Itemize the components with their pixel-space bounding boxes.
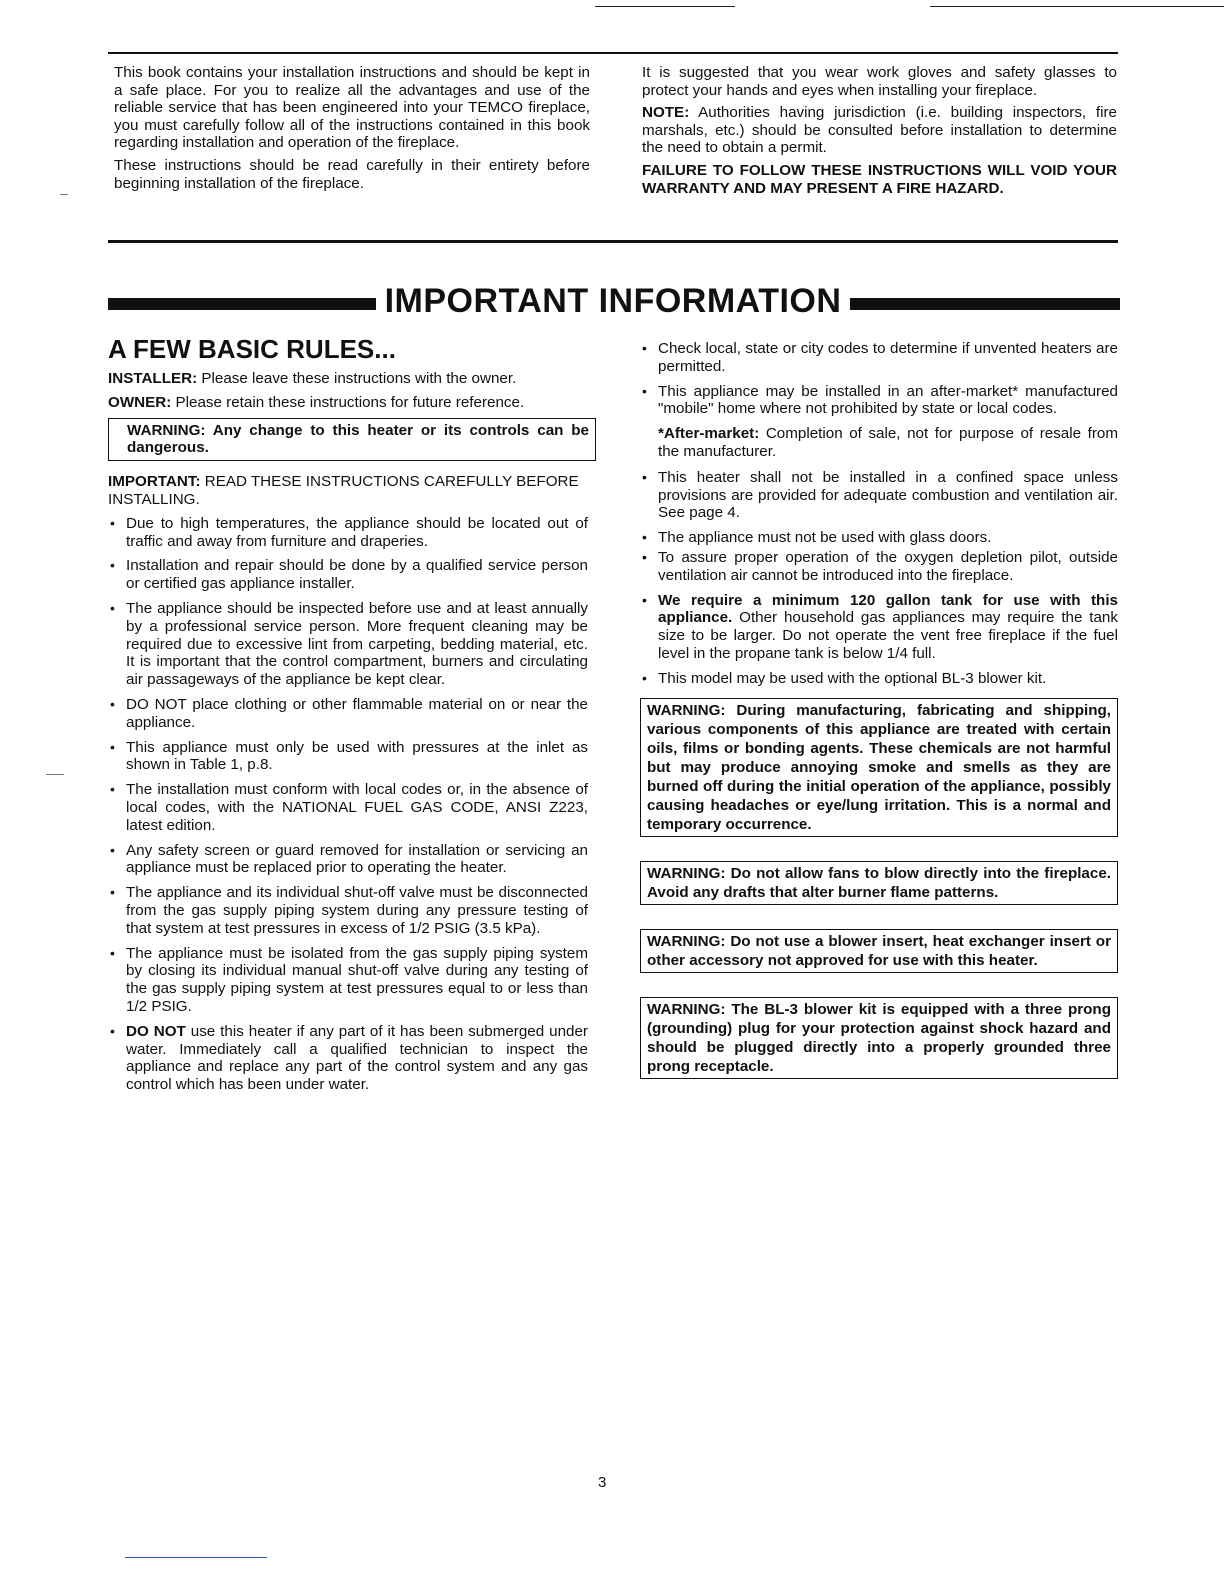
right-column [640,340,1118,1103]
list-item: • Installation and repair should be done by a qualified service person or certified gas appliance installer. [110,557,588,593]
note-paragraph [642,104,1117,157]
aftermarket-label: *After-market: [658,425,760,443]
list-item: • We require a minimum 120 gallon tank for use with this appliance. Other household gas appliances may require the tank size to be larger. Do not operate the vent free fireplace if the fuel level in the propane tank is below 1/4 full. [642,591,1118,662]
list-item: • This heater shall not be installed in a confined space unless provisions are provided for adequate combustion and ventilation air. See page 4. [642,468,1118,522]
list-item: • To assure proper operation of the oxygen depletion pilot, outside ventilation air cannot be introduced into the fireplace. [642,548,1118,584]
list-item: • This appliance must only be used with pressures at the inlet as shown in Table 1, p.8. [110,738,588,774]
list-item: • DO NOT use this heater if any part of it has been submerged under water. Immediately call a qualified technician to inspect the appliance and replace any part of the control system and any gas control which has been under water. [110,1022,588,1094]
list-item: • This model may be used with the optional BL-3 blower kit. [642,669,1047,687]
aftermarket-note [640,425,1118,461]
left-column [108,334,588,1101]
list-item: • The appliance should be inspected before use and at least annually by a professional service person. More frequent cleaning may be required due to excessive lint from carpeting, bedding material, etc. It is important that the control compartment, burners and circulating air passageways of the appliance be kept clear. [110,599,588,689]
rules-list-continued [640,340,1118,418]
note-label: NOTE: [642,104,690,122]
list-item: • Due to high temperatures, the appliance should be located out of traffic and away from furniture and draperies. [110,514,588,550]
list-item: • Check local, state or city codes to determine if unvented heaters are permitted. [642,340,1118,375]
installer-label: INSTALLER: [108,370,198,387]
scan-top-rule [930,6,1224,7]
fans-warning-box: WARNING: Do not allow fans to blow directly into the fireplace. Avoid any drafts that alter burner flame patterns. [640,861,1118,905]
list-item: • Any safety screen or guard removed for installation or servicing an appliance must be replaced prior to operating the heater. [110,841,588,877]
owner-text: Please retain these instructions for future reference. [175,393,525,411]
oils-warning-box: WARNING: During manufacturing, fabricating and shipping, various components of this appliance are treated with certain oils, films or bonding agents. These chemicals are not harmful but may produce annoying smoke and smells as they are burned off during the initial operation of the appliance, possibly causing headaches or eye/lung irritation. This is a normal and temporary occurrence. [640,698,1118,837]
list-item: • The appliance and its individual shut-off valve must be disconnected from the gas supply piping system during any pressure testing of that system at test pressures in excess of 1/2 PSIG (3.5 kPa). [110,884,588,937]
intro-right-column [642,64,1117,202]
banner-bar-left [108,298,376,310]
rules-list-more [640,469,1118,688]
list-item: • This appliance may be installed in an after-market* manufactured "mobile" home where not prohibited by state or local codes. [642,382,1118,418]
intro-paragraph: This book contains your installation instructions and should be kept in a safe place. For you to realize all the advantages and use of the reliable service that has been engineered into your TEMCO fireplace, you must carefully follow all of the instructions contained in this book regarding installation and operation of the fireplace. [114,64,590,152]
list-item: • The appliance must not be used with glass doors. [642,529,992,547]
section-heading: A FEW BASIC RULES... [108,334,396,364]
list-item: • The installation must conform with local codes or, in the absence of local codes, with the NATIONAL FUEL GAS CODE, ANSI Z223, latest edition. [110,781,588,834]
owner-line [108,394,588,412]
intro-paragraph: These instructions should be read carefully in their entirety before beginning installation of the fireplace. [114,156,590,192]
blower-insert-warning-box: WARNING: Do not use a blower insert, heat exchanger insert or other accessory not approved for use with this heater. [640,929,1118,973]
important-line [108,473,588,509]
aftermarket-text: Completion of sale, not for purpose of resale from the manufacturer. [658,425,1118,460]
important-information-banner [108,282,1120,326]
intro-box [108,52,1118,243]
list-item: • The appliance must be isolated from the gas supply piping system by closing its individual manual shut-off valve during any testing of the gas supply piping system at test pressures equal to or less than 1/2 PSIG. [110,944,588,1015]
scan-top-rule [595,6,735,7]
owner-label: OWNER: [108,393,172,411]
banner-title: IMPORTANT INFORMATION [384,282,842,320]
intro-left-column [114,64,590,197]
failure-warning: FAILURE TO FOLLOW THESE INSTRUCTIONS WILL VOID YOUR WARRANTY AND MAY PRESENT A FIRE HAZARD. [642,161,1117,197]
note-text: Authorities having jurisdiction (i.e. building inspectors, fire marshals, etc.) should be consulted before installation to determine the need to obtain a permit. [642,104,1117,157]
important-text: READ THESE INSTRUCTIONS CAREFULLY BEFORE INSTALLING. [108,473,579,508]
page-number: 3 [598,1474,607,1491]
important-label: IMPORTANT: [108,473,201,491]
installer-line [108,370,588,388]
rules-list [108,515,588,1094]
scan-bottom-rule [125,1557,267,1558]
gloves-paragraph: It is suggested that you wear work gloves and safety glasses to protect your hands and eyes when installing your fireplace. [642,64,1117,99]
list-item: • DO NOT place clothing or other flammable material on or near the appliance. [110,695,588,731]
banner-bar-right [850,298,1120,310]
scan-margin-mark [46,774,64,775]
installer-text: Please leave these instructions with the owner. [201,370,517,387]
grounding-warning-box: WARNING: The BL-3 blower kit is equipped with a three prong (grounding) plug for your protection against shock hazard and should be plugged directly into a properly grounded three prong receptacle. [640,997,1118,1079]
scan-margin-mark [60,194,68,195]
controls-warning-box: WARNING: Any change to this heater or its controls can be dangerous. [108,418,596,462]
